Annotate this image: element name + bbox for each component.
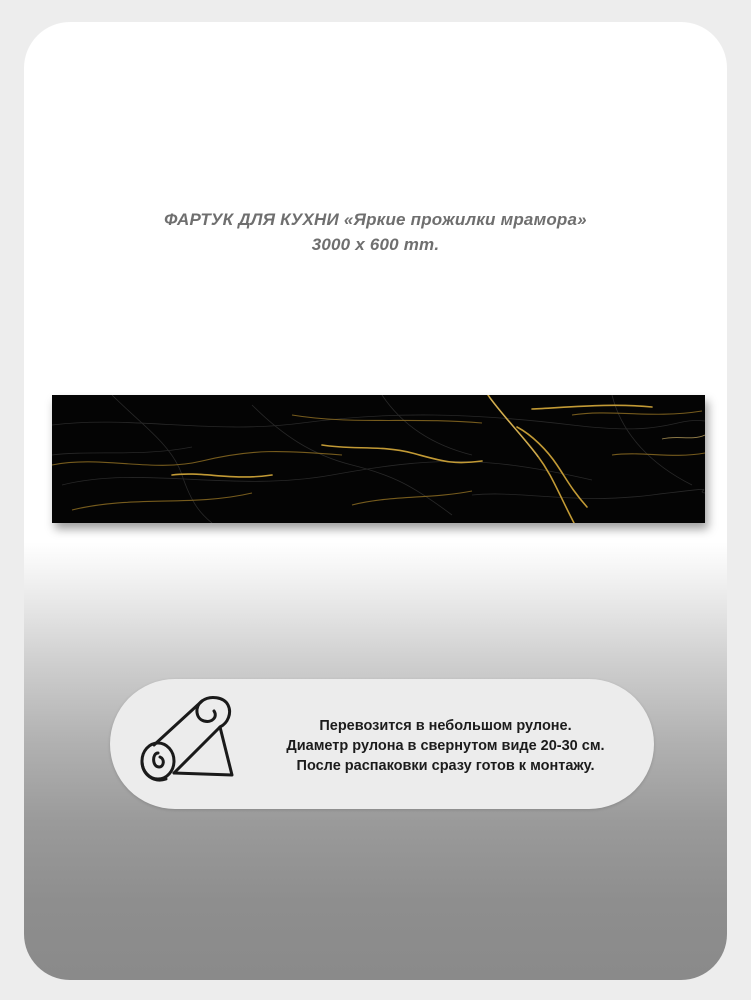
marble-panel-image [52, 395, 705, 523]
shipping-info-pill [110, 679, 654, 809]
product-title [24, 207, 727, 257]
info-line-2: Диаметр рулона в свернутом виде 20-30 см. [286, 738, 605, 754]
shipping-info-text [247, 716, 644, 776]
info-line-1: Перевозится в небольшом рулоне. [319, 718, 572, 734]
marble-texture [52, 395, 705, 523]
rolled-sheet-icon [132, 691, 242, 797]
info-line-3: После распаковки сразу готов к монтажу. [296, 758, 595, 774]
product-card [24, 22, 727, 980]
product-title-line: ФАРТУК ДЛЯ КУХНИ «Яркие прожилки мрамора» [164, 210, 587, 229]
product-size-line: 3000 x 600 mm. [311, 235, 440, 254]
